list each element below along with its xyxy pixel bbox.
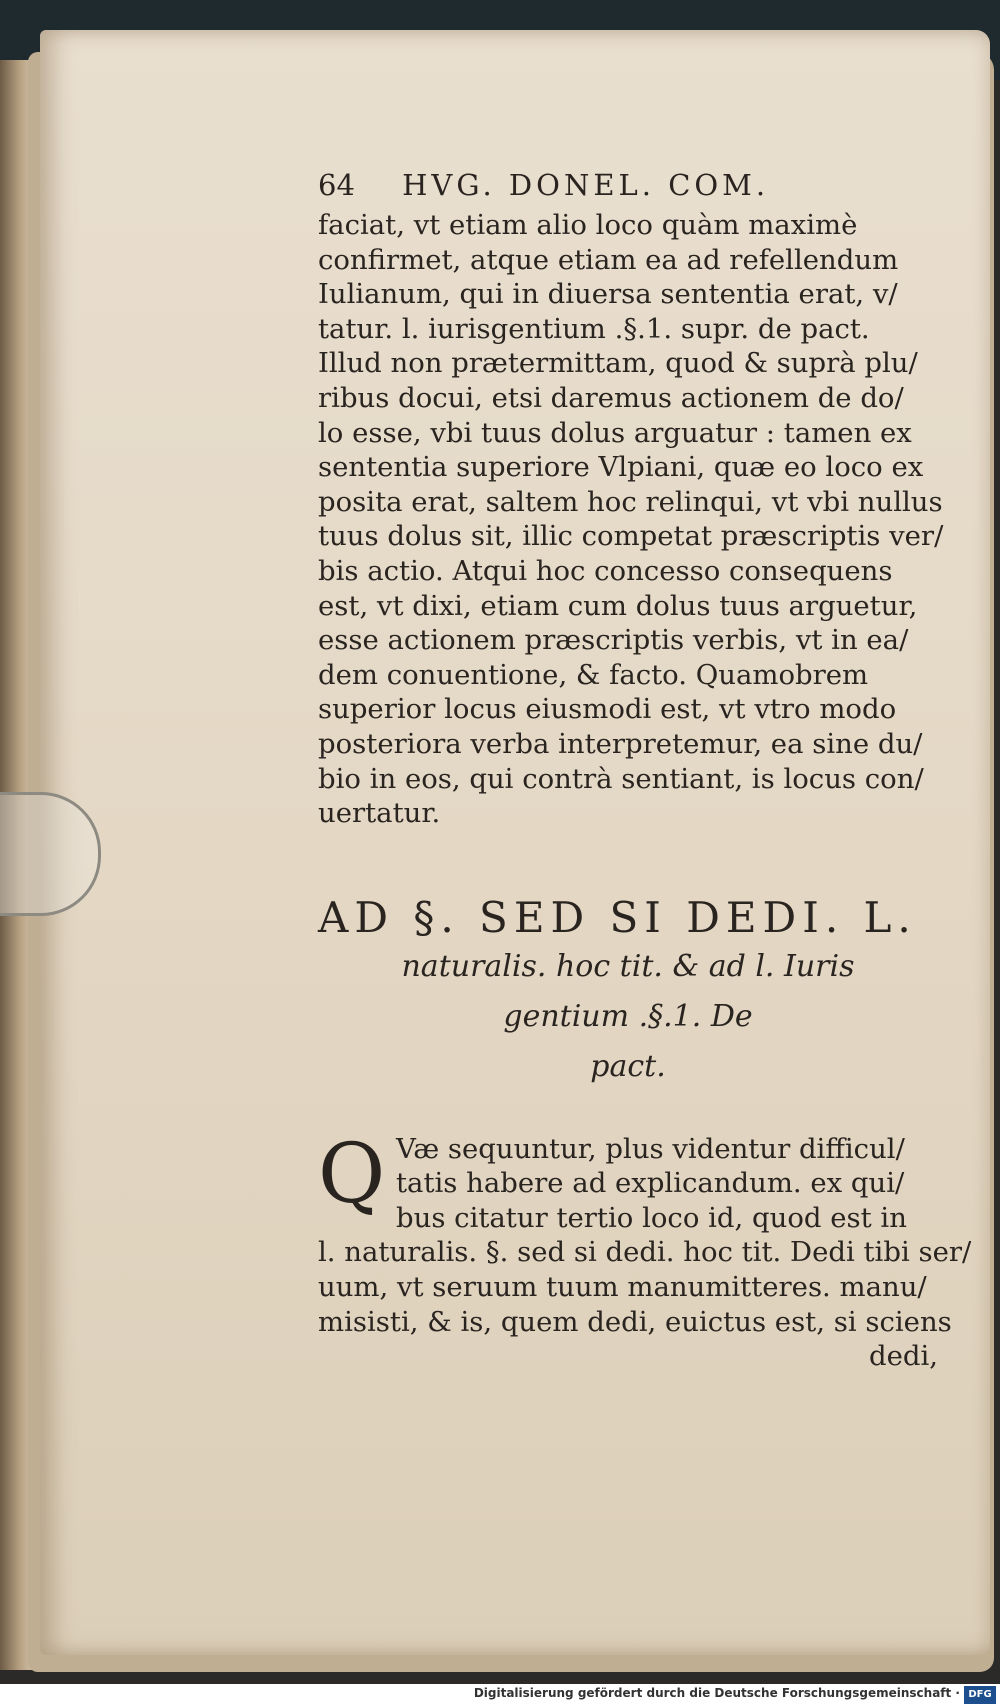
dfg-logo: DFG [964,1686,996,1704]
text-line: uertatur. [318,797,441,830]
text-line: dem conuentione, & facto. Quamobrem [318,658,869,691]
text-line: superior locus eiusmodi est, vt vtro modo [318,693,897,726]
text-line: esse actionem præscriptis verbis, vt in ea/ [318,624,909,657]
text-line: posita erat, saltem hoc relinqui, vt vbi nullus [318,485,943,518]
drop-cap: Q [318,1126,386,1222]
text-line: bus citatur tertio loco id, quod est in [396,1201,907,1234]
text-line: uum, vt seruum tuum manumitteres. manu/ [318,1271,927,1304]
page-number: 64 [318,168,355,202]
paragraph-2 [318,1126,972,1374]
text-line: tatis habere ad explicandum. ex qui/ [396,1167,905,1200]
page-text [318,168,972,1374]
paragraph-1 [318,208,944,831]
text-line: confirmet, atque etiam ea ad refellendum [318,243,899,276]
text-line: posteriora verba interpretemur, ea sine du/ [318,727,923,760]
text-line: Væ sequuntur, plus videntur difficul/ [396,1132,905,1165]
running-head [318,168,938,202]
digitization-credit: Digitalisierung gefördert durch die Deutsche Forschungsgemeinschaft · [473,1686,960,1700]
heading-line-4: pact. [590,1048,666,1084]
text-line: faciat, vt etiam alio loco quàm maximè [318,209,858,241]
text-line: sententia superiore Vlpiani, quæ eo loco ex [318,451,924,484]
text-line: tuus dolus sit, illic competat præscriptis ver/ [318,520,944,553]
heading-line-3: gentium .§.1. De [503,998,753,1034]
text-line: tatur. l. iurisgentium .§.1. supr. de pact. [318,312,870,345]
section-heading [318,893,938,1092]
catchword: dedi, [868,1340,938,1373]
text-line: Iulianum, qui in diuersa sententia erat, v/ [318,278,898,311]
text-line: est, vt dixi, etiam cum dolus tuus arguetur, [318,589,918,622]
running-title: HVG. DONEL. COM. [402,168,770,202]
text-line: bis actio. Atqui hoc concesso consequens [318,554,893,587]
heading-line-1: AD §. SED SI DEDI. L. [318,892,917,942]
text-line: misisti, & is, quem dedi, euictus est, si sciens [318,1305,952,1338]
text-line: bio in eos, qui contrà sentiant, is locus con/ [318,762,924,795]
text-line: ribus docui, etsi daremus actionem de do/ [318,381,904,414]
heading-line-2: naturalis. hoc tit. & ad l. Iuris [401,948,855,984]
text-line: lo esse, vbi tuus dolus arguatur : tamen ex [318,416,912,449]
text-line: l. naturalis. §. sed si dedi. hoc tit. Dedi tibi ser/ [318,1236,972,1269]
text-line: Illud non prætermittam, quod & suprà plu/ [318,347,918,380]
